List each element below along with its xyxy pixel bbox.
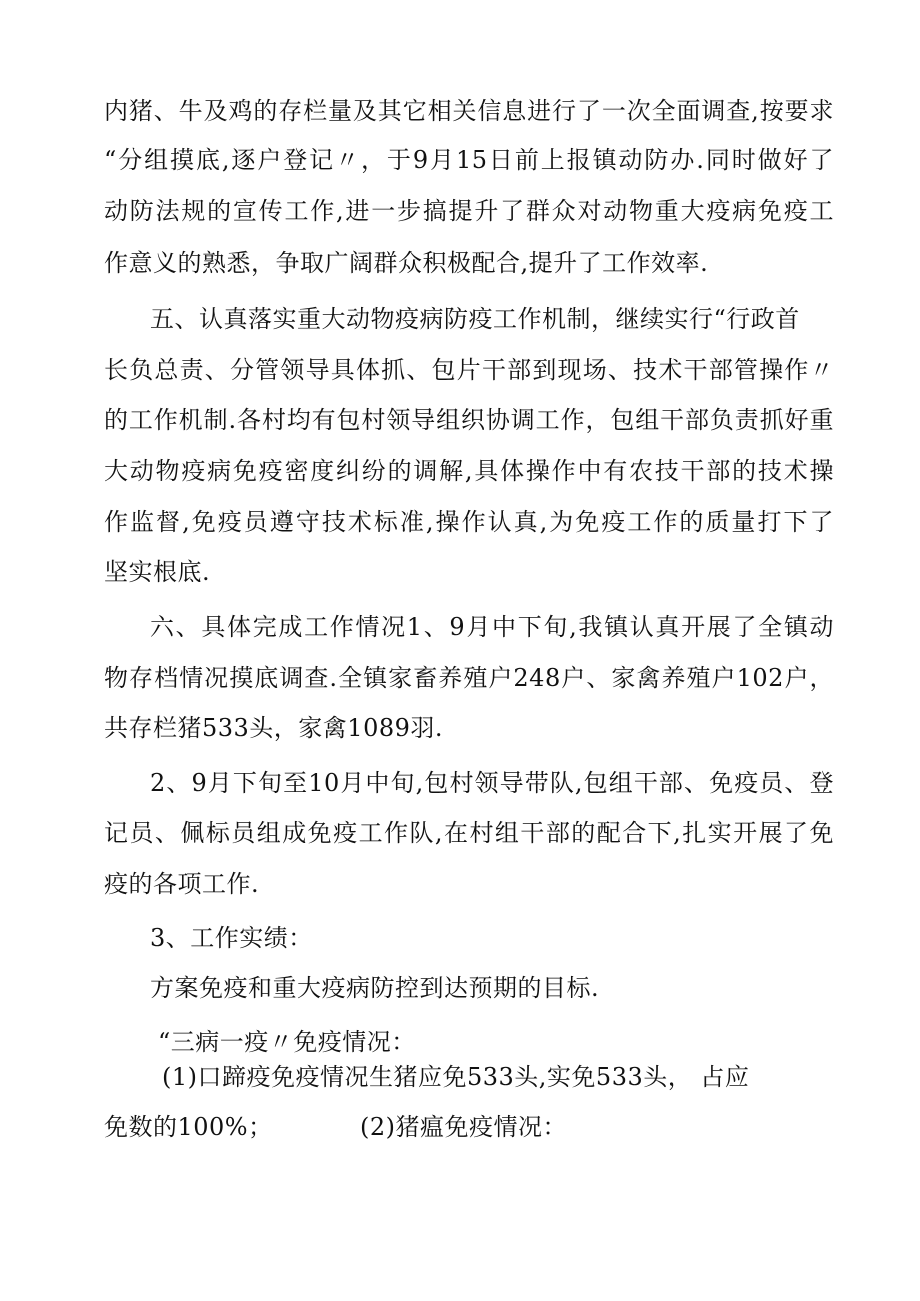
paragraph-6-line-3: 共存栏猪533头，家禽1089羽. [104,714,444,742]
text-line-3: 动防法规的宣传工作,进一步搞提升了群众对动物重大疫病免疫工 [104,197,834,225]
text-line-4: 作意义的熟悉，争取广阔群众积极配合,提升了工作效率. [104,249,709,277]
achievements-heading: 3、工作实绩： [150,924,313,952]
paragraph-7-line-2: 记员、佩标员组成免疫工作队,在村组干部的配合下,扎实开展了免 [104,819,834,847]
fmd-vaccination-line: (1)口蹄疫免疫情况生猪应免533头,实免533头， 占应 [162,1063,750,1091]
paragraph-5-line-1: 五、认真落实重大动物疫病防疫工作机制，继续实行“行政首 [150,305,800,333]
paragraph-5-line-2: 长负总责、分管领导具体抓、包片干部到现场、技术干部管操作〃 [104,356,834,384]
paragraph-5-line-6: 坚实根底. [104,558,211,586]
paragraph-5-line-3: 的工作机制.各村均有包村领导组织协调工作，包组干部负责抓好重 [104,406,834,434]
paragraph-6-line-2: 物存档情况摸底调查.全镇家畜养殖户248户、家禽养殖户102户， [104,664,834,692]
paragraph-7-line-1: 2、9月下旬至10月中旬,包村领导带队,包组干部、免疫员、登 [150,769,834,797]
swine-fever-heading: (2)猪瘟免疫情况： [360,1113,567,1141]
paragraph-6-line-1: 六、具体完成工作情况1、9月中下旬,我镇认真开展了全镇动 [150,613,834,641]
paragraph-7-line-3: 疫的各项工作. [104,870,260,898]
paragraph-5-line-4: 大动物疫病免疫密度纠纷的调解,具体操作中有农技干部的技术操 [104,457,834,485]
fmd-percentage-line: 免数的100%； [104,1113,273,1141]
paragraph-5-line-5: 作监督,免疫员遵守技术标准,操作认真,为免疫工作的质量打下了 [104,508,834,536]
text-line-2: “分组摸底,逐户登记〃，于9月15日前上报镇动防办.同时做好了 [104,146,834,174]
text-line-1: 内猪、牛及鸡的存栏量及其它相关信息进行了一次全面调查,按要求 [104,97,834,125]
three-diseases-heading: “三病一疫〃免疫情况： [158,1028,416,1056]
target-summary-line: 方案免疫和重大疫病防控到达预期的目标. [150,974,600,1002]
